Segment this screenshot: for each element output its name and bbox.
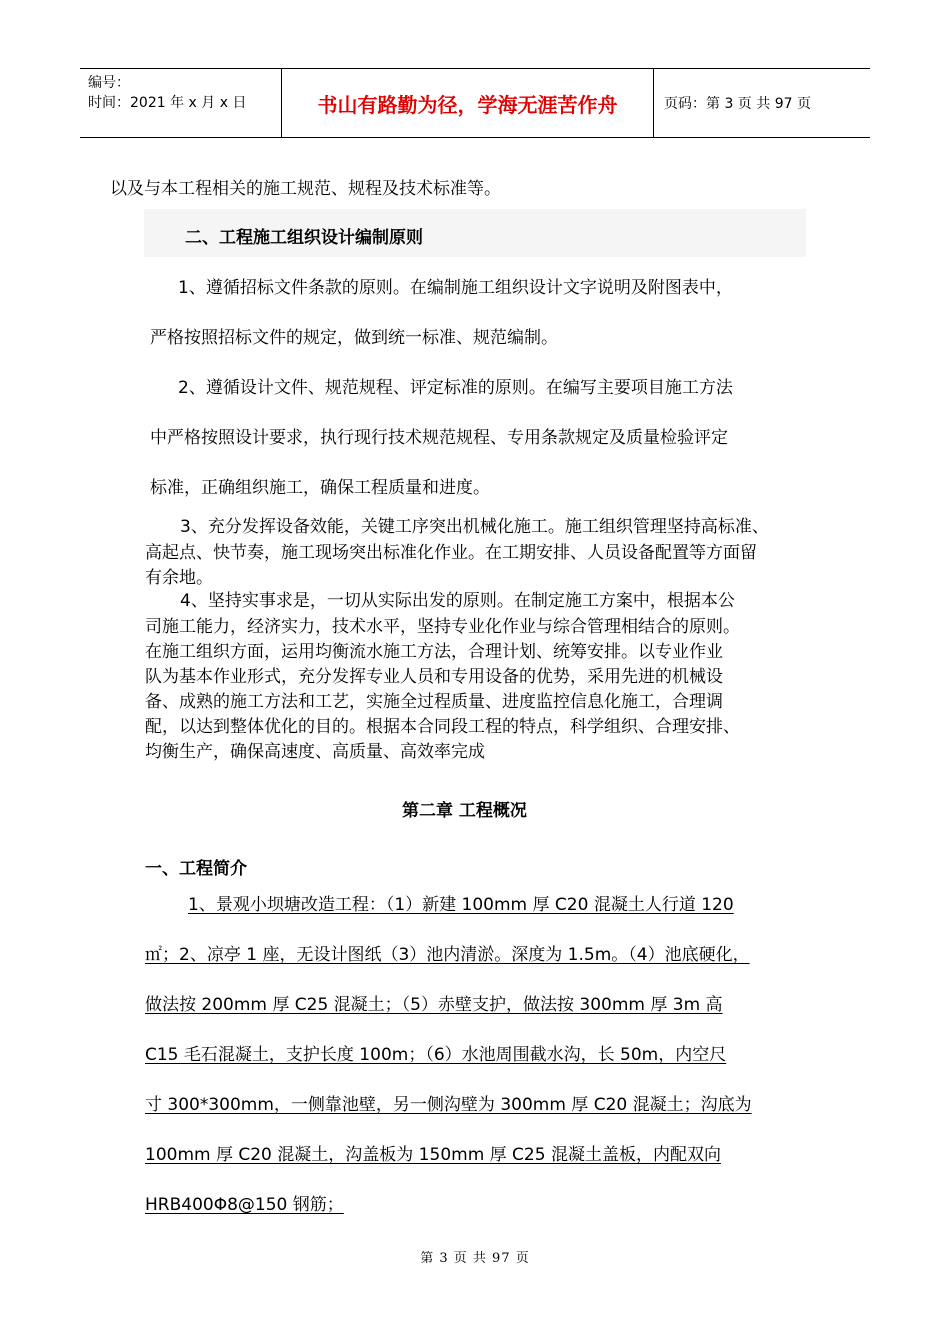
section1-title: 一、工程简介 xyxy=(145,859,247,879)
paragraph-line: 均衡生产，确保高速度、高质量、高效率完成 xyxy=(145,742,485,762)
page-info: 页码：第 3 页 共 97 页 xyxy=(664,96,811,112)
underlined-line: ㎡；2、凉亭 1 座，无设计图纸（3）池内清淤。深度为 1.5m。（4）池底硬化， xyxy=(145,945,750,965)
underlined-line: 1、景观小坝塘改造工程：（1）新建 100mm 厚 C20 混凝土人行道 120 xyxy=(188,895,734,915)
paragraph-line: 司施工能力，经济实力，技术水平，坚持专业化作业与综合管理相结合的原则。 xyxy=(145,617,740,637)
paragraph-line: 严格按照招标文件的规定，做到统一标准、规范编制。 xyxy=(150,328,558,348)
paragraph-line: 标准，正确组织施工，确保工程质量和进度。 xyxy=(150,478,490,498)
number-label: 编号： xyxy=(88,75,130,91)
underlined-line: HRB400Φ8@150 钢筋； xyxy=(145,1195,344,1215)
intro-line: 以及与本工程相关的施工规范、规程及技术标准等。 xyxy=(110,179,501,199)
paragraph-line: 4、坚持实事求是，一切从实际出发的原则。在制定施工方案中，根据本公 xyxy=(180,591,735,611)
paragraph-line: 3、充分发挥设备效能，关键工序突出机械化施工。施工组织管理坚持高标准、 xyxy=(180,517,769,537)
section2-title: 二、工程施工组织设计编制原则 xyxy=(185,228,423,248)
page-footer: 第 3 页 共 97 页 xyxy=(420,1251,530,1266)
header-motto-cell xyxy=(282,69,654,137)
paragraph-line: 2、遵循设计文件、规范规程、评定标准的原则。在编写主要项目施工方法 xyxy=(178,378,733,398)
paragraph-line: 1、遵循招标文件条款的原则。在编制施工组织设计文字说明及附图表中， xyxy=(178,278,733,298)
paragraph-line: 在施工组织方面，运用均衡流水施工方法，合理计划、统筹安排。以专业作业 xyxy=(145,642,723,662)
header-table xyxy=(80,68,870,138)
header-left-cell xyxy=(80,69,282,137)
underlined-line: 寸 300*300mm，一侧靠池壁，另一侧沟壁为 300mm 厚 C20 混凝土；沟底为 xyxy=(145,1095,752,1115)
motto: 书山有路勤为径，学海无涯苦作舟 xyxy=(317,92,618,117)
underlined-line: C15 毛石混凝土，支护长度 100m；（6）水池周围截水沟，长 50m，内空尺 xyxy=(145,1045,727,1065)
time-label: 时间：2021 年 x 月 x 日 xyxy=(88,95,247,111)
paragraph-line: 备、成熟的施工方法和工艺，实施全过程质量、进度监控信息化施工，合理调 xyxy=(145,692,723,712)
paragraph-line: 有余地。 xyxy=(145,568,213,588)
header-page-cell xyxy=(654,69,870,137)
paragraph-line: 中严格按照设计要求，执行现行技术规范规程、专用条款规定及质量检验评定 xyxy=(150,428,728,448)
paragraph-line: 配，以达到整体优化的目的。根据本合同段工程的特点，科学组织、合理安排、 xyxy=(145,717,740,737)
paragraph-line: 队为基本作业形式，充分发挥专业人员和专用设备的优势，采用先进的机械设 xyxy=(145,667,723,687)
chapter-title: 第二章 工程概况 xyxy=(402,801,527,821)
underlined-line: 做法按 200mm 厚 C25 混凝土；（5）赤壁支护，做法按 300mm 厚 3m 高 xyxy=(145,995,723,1015)
underlined-line: 100mm 厚 C20 混凝土，沟盖板为 150mm 厚 C25 混凝土盖板，内配双向 xyxy=(145,1145,721,1165)
paragraph-line: 高起点、快节奏，施工现场突出标准化作业。在工期安排、人员设备配置等方面留 xyxy=(145,543,757,563)
